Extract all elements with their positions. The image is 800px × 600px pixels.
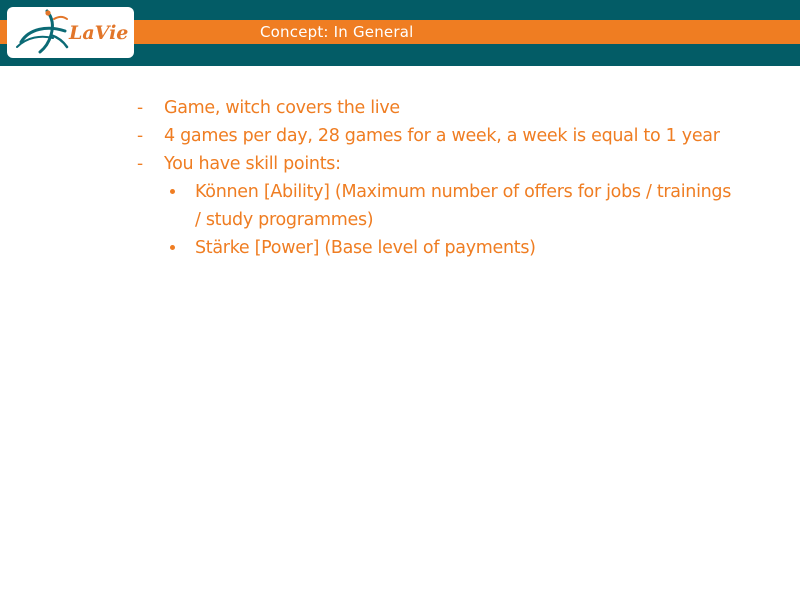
- bullet-text-skill-points: You have skill points:: [164, 154, 341, 174]
- bullet-dash: -: [137, 126, 144, 146]
- sub-bullet-text-ability: Können [Ability] (Maximum number of offers for jobs / trainings: [195, 182, 732, 202]
- bullet-dash: -: [137, 98, 144, 118]
- bullet-text-game: Game, witch covers the live: [164, 98, 400, 118]
- bullet-text-games-per-day: 4 games per day, 28 games for a week, a week is equal to 1 year: [164, 126, 720, 146]
- sub-bullet-dot: [170, 245, 175, 250]
- sub-bullet-dot: [170, 189, 175, 194]
- slide-title: Concept: In General: [260, 23, 414, 41]
- logo-text: LaVie: [69, 22, 129, 44]
- bullet-dash: -: [137, 154, 144, 174]
- sub-bullet-text-power: Stärke [Power] (Base level of payments): [195, 238, 536, 258]
- sub-bullet-text-ability-cont: / study programmes): [195, 210, 374, 230]
